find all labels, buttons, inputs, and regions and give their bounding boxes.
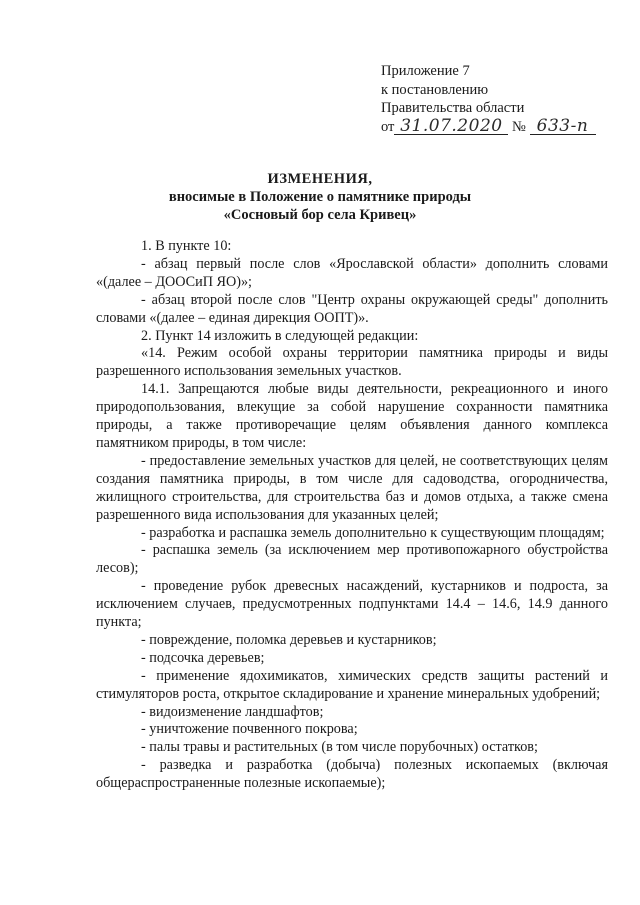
approval-government: Правительства области xyxy=(381,100,525,116)
paragraph: - проведение рубок древесных насаждений, кустарников и подроста, за исключением случаев, предусмотренных подпунктами 14.4 – 14.6, 14.9 данного пункта; xyxy=(96,578,608,631)
paragraph: - повреждение, поломка деревьев и кустарников; xyxy=(141,631,437,648)
title-object-name: «Сосновый бор села Кривец» xyxy=(223,207,417,223)
paragraph: - разработка и распашка земель дополнительно к существующим площадям; xyxy=(141,524,605,541)
approval-appendix: Приложение 7 xyxy=(381,63,470,79)
paragraph: - видоизменение ландшафтов; xyxy=(141,703,324,720)
paragraph: - абзац первый после слов «Ярославской области» дополнить словами «(далее – ДООСиП ЯО)»; xyxy=(96,255,608,290)
title-heading: ИЗМЕНЕНИЯ, xyxy=(267,171,373,187)
date-prefix: от xyxy=(381,118,395,135)
paragraph: - абзац второй после слов "Центр охраны окружающей среды" дополнить словами «(далее – единая дирекция ООПТ)». xyxy=(96,291,608,326)
paragraph: 1. В пункте 10: xyxy=(141,238,232,254)
paragraph: - разведка и разработка (добыча) полезных ископаемых (включая общераспространенные полезные ископаемые); xyxy=(96,757,608,792)
paragraph: - уничтожение почвенного покрова; xyxy=(141,721,358,738)
handwritten-number: 633-п xyxy=(530,118,596,135)
approval-to-resolution: к постановлению xyxy=(381,81,489,98)
document-title xyxy=(0,170,640,224)
paragraph: - применение ядохимикатов, химических средств защиты растений и стимуляторов роста, открытое складирование и хранение минеральных удобрений; xyxy=(96,667,608,702)
paragraph: - подсочка деревьев; xyxy=(141,649,265,666)
handwritten-date: 31.07.2020 xyxy=(394,118,508,135)
paragraph: «14. Режим особой охраны территории памятника природы и виды разрешенного использования земельных участков. xyxy=(96,345,608,380)
paragraph: 14.1. Запрещаются любые виды деятельности, рекреационного и иного природопользования, влекущие за собой нарушение сохранности памятника природы, а также противоречащие целям объявления данного комплекса памятником природы, в том числе: xyxy=(96,381,608,451)
title-subheading: вносимые в Положение о памятнике природы xyxy=(168,189,472,205)
paragraph: - предоставление земельных участков для целей, не соответствующих целям создания памятника природы, в том числе для садоводства, огородничества, жилищного строительства, для строительства баз и домов отдыха, а также смена разрешенного вида использования для указанных целей; xyxy=(96,452,608,523)
paragraph: - распашка земель (за исключением мер противопожарного обустройства лесов); xyxy=(96,542,608,577)
approval-date-line xyxy=(381,115,589,137)
document-body xyxy=(96,238,608,793)
number-prefix: № xyxy=(512,118,526,135)
paragraph: 2. Пункт 14 изложить в следующей редакции: xyxy=(141,327,419,344)
paragraph: - палы травы и растительных (в том числе порубочных) остатков; xyxy=(141,739,538,756)
approval-block xyxy=(381,62,589,136)
